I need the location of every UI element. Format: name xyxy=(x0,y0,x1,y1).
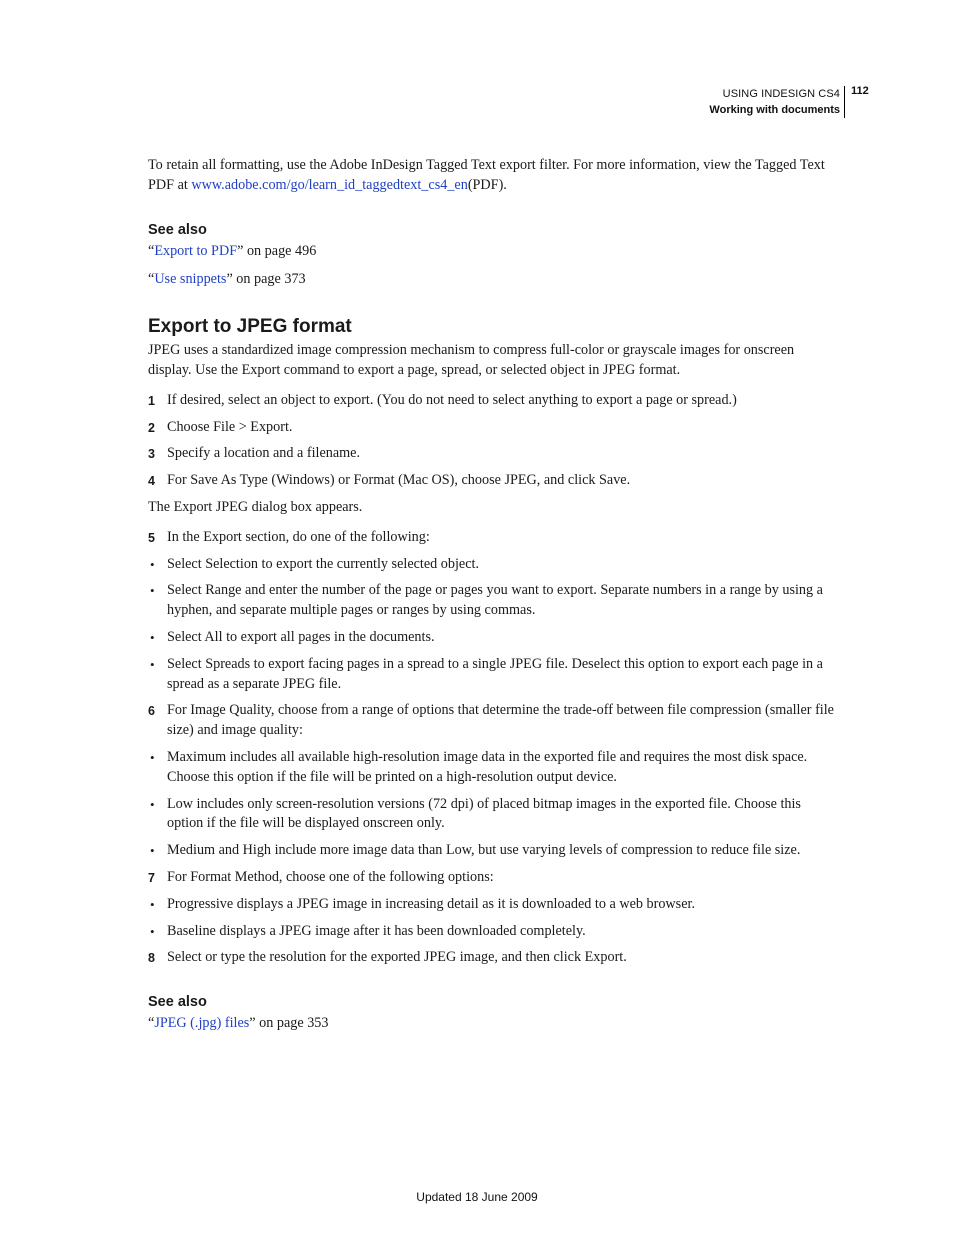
step-item: 6 For Image Quality, choose from a range of options that determine the trade-off between file compression (smaller file size) and image quality: xyxy=(148,702,834,739)
bullet-item: • Select Range and enter the number of the page or pages you want to export. Separate numbers in a range by using a hyphen, and separate multiple pages or ranges by using commas. xyxy=(150,582,823,619)
bullet-item: • Medium and High include more image data than Low, but use varying levels of compression to reduce file size. xyxy=(150,842,801,859)
see-also-heading: See also xyxy=(148,221,207,238)
intro-paragraph: To retain all formatting, use the Adobe InDesign Tagged Text export filter. For more information, view the Tagged Text PDF at www.adobe.com/go/learn_id_taggedtext_cs4_en(PDF). xyxy=(148,157,825,193)
see-also-item: “JPEG (.jpg) files” on page 353 xyxy=(148,1015,329,1032)
bullet-item: • Select Spreads to export facing pages in a spread to a single JPEG file. Deselect this option to export each page in a spread as a separate JPEG file. xyxy=(150,655,823,692)
doc-title: USING INDESIGN CS4 xyxy=(722,88,840,100)
chapter-title: Working with documents xyxy=(709,104,840,116)
footer-updated: Updated 18 June 2009 xyxy=(416,1190,538,1204)
step-item: 3 Specify a location and a filename. xyxy=(148,445,361,462)
bullet-item: • Select Selection to export the currently selected object. xyxy=(150,555,480,572)
bullet-item: • Select All to export all pages in the documents. xyxy=(150,628,435,645)
step-item: 8 Select or type the resolution for the exported JPEG image, and then click Export. xyxy=(148,949,627,966)
bullet-item: • Maximum includes all available high-resolution image data in the exported file and requires the most disk space. Choose this option if the file will be printed on a high-resolution output device. xyxy=(150,748,808,785)
step-item: 5 In the Export section, do one of the following: xyxy=(148,528,430,545)
see-also-heading: See also xyxy=(148,994,207,1011)
running-header xyxy=(709,86,840,118)
bullet-item: • Baseline displays a JPEG image after it has been downloaded completely. xyxy=(150,922,586,939)
tagged-text-link[interactable]: www.adobe.com/go/learn_id_taggedtext_cs4_en xyxy=(191,176,468,193)
step-item: 1 If desired, select an object to export. (You do not need to select anything to export a page or spread.) xyxy=(148,391,737,408)
bullet-item: • Low includes only screen-resolution versions (72 dpi) of placed bitmap images in the exported file. Choose this option if the file will be displayed onscreen only. xyxy=(150,795,801,832)
see-also-item: “Use snippets” on page 373 xyxy=(148,271,306,288)
page-number: 112 xyxy=(851,85,869,97)
jpeg-files-link[interactable]: JPEG (.jpg) files xyxy=(154,1015,250,1032)
page-content xyxy=(148,156,840,1034)
header-divider xyxy=(844,86,845,118)
bullet-item: • Progressive displays a JPEG image in increasing detail as it is downloaded to a web browser. xyxy=(150,895,695,912)
see-also-item: “Export to PDF” on page 496 xyxy=(148,242,317,259)
use-snippets-link[interactable]: Use snippets xyxy=(154,271,227,288)
step-item: 4 For Save As Type (Windows) or Format (Mac OS), choose JPEG, and click Save. xyxy=(148,472,631,489)
step-item: 2 Choose File > Export. xyxy=(148,418,293,435)
dialog-note: The Export JPEG dialog box appears. xyxy=(148,498,363,515)
step-item: 7 For Format Method, choose one of the following options: xyxy=(148,868,494,885)
section-title: Export to JPEG format xyxy=(148,316,352,338)
export-to-pdf-link[interactable]: Export to PDF xyxy=(154,242,238,259)
section-intro: JPEG uses a standardized image compression mechanism to compress full-color or grayscale images for onscreen display. Use the Export command to export a page, spread, or selected object in JPEG format. xyxy=(148,342,795,378)
